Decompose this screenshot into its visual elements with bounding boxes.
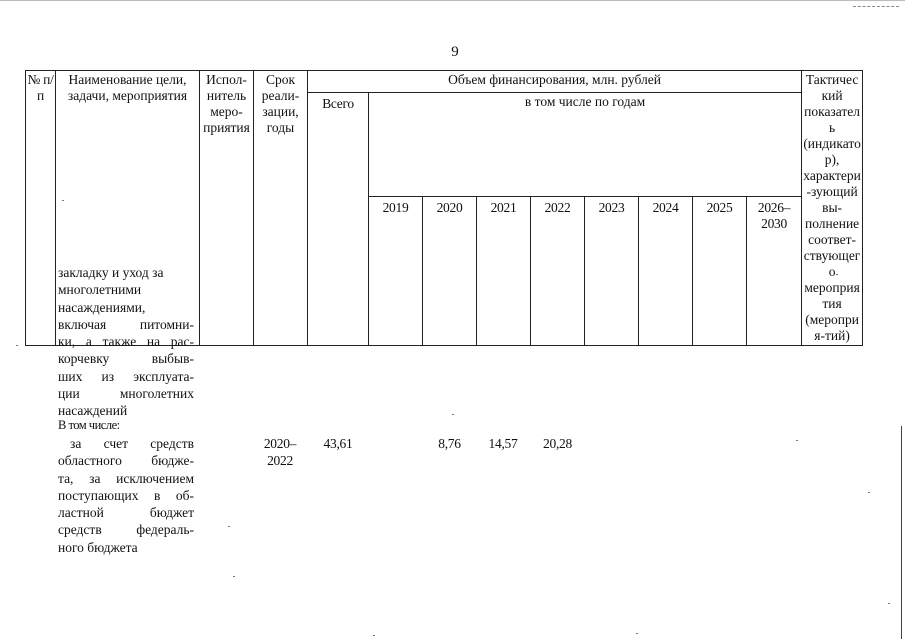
- value-2022: 20,28: [543, 436, 572, 451]
- header-year-2020: 2020: [423, 197, 477, 346]
- header-by-years: в том числе по годам: [369, 93, 802, 197]
- text-line: ции многолетних: [58, 386, 194, 402]
- text-line: закладку и уход за: [58, 265, 164, 280]
- value-2021: 14,57: [488, 436, 518, 451]
- text-line: насаждениями,: [58, 299, 146, 315]
- header-year-2022: 2022: [531, 197, 585, 346]
- scan-speck: [868, 492, 870, 493]
- text-line: та, за исключением: [58, 470, 194, 486]
- text-line: поступающих в об-: [58, 487, 194, 503]
- scan-speck: [228, 526, 230, 527]
- header-year-2026-2030: 2026–2030: [747, 197, 802, 346]
- text-line: ки, а также на рас-: [58, 334, 194, 350]
- page-top-edge: [0, 0, 905, 1]
- header-term: Срок реали-зации, годы: [254, 71, 308, 346]
- scan-speck: [836, 274, 838, 275]
- header-name: Наименование цели, задачи, мероприятия: [56, 71, 200, 346]
- text-line: включая питомни-: [58, 316, 194, 332]
- text-line: многолетними: [58, 282, 142, 298]
- scan-speck: [16, 345, 18, 346]
- header-financing: Объем финансирования, млн. рублей: [308, 71, 802, 93]
- scan-speck: [636, 633, 638, 634]
- value-2020: 8,76: [438, 436, 461, 451]
- text-line: корчевку выбыв-: [58, 351, 194, 367]
- scan-speck: [373, 635, 375, 636]
- text-line: ного бюджета: [58, 539, 138, 555]
- total-value: 43,61: [323, 436, 353, 451]
- term-value: 2020–2022: [263, 436, 297, 469]
- scan-speck: [796, 440, 798, 441]
- header-indicator: Тактический показатель (индикатор), характери-зующий вы-полнение соответ-ствующего мероприятия (мероприя-тий): [802, 71, 863, 346]
- text-line: ших из эксплуата-: [58, 368, 194, 384]
- text-line: за счет средств: [70, 436, 194, 451]
- scan-speck: [62, 200, 64, 201]
- page-edge-line: [901, 426, 902, 639]
- header-year-2025: 2025: [693, 197, 747, 346]
- text-line: насаждений: [58, 403, 128, 419]
- text-line: средств федераль-: [58, 522, 194, 538]
- header-total: Всего: [308, 93, 369, 346]
- text-line: ластной бюджет: [58, 505, 194, 521]
- header-num: № п/п: [26, 71, 56, 346]
- header-year-2024: 2024: [639, 197, 693, 346]
- header-executor: Испол-нитель меро-приятия: [200, 71, 254, 346]
- header-year-2021: 2021: [477, 197, 531, 346]
- scan-speck: [888, 603, 890, 604]
- header-year-2019: 2019: [369, 197, 423, 346]
- scan-speck: [233, 576, 235, 577]
- text-line: областного бюдже-: [58, 453, 194, 469]
- page-number: 9: [451, 44, 459, 60]
- funding-source-description: [58, 435, 194, 556]
- scan-artifact: [853, 6, 899, 8]
- scan-speck: [452, 414, 454, 415]
- sub-label: В том числе:: [58, 418, 120, 432]
- activity-description: [58, 264, 194, 420]
- header-year-2023: 2023: [585, 197, 639, 346]
